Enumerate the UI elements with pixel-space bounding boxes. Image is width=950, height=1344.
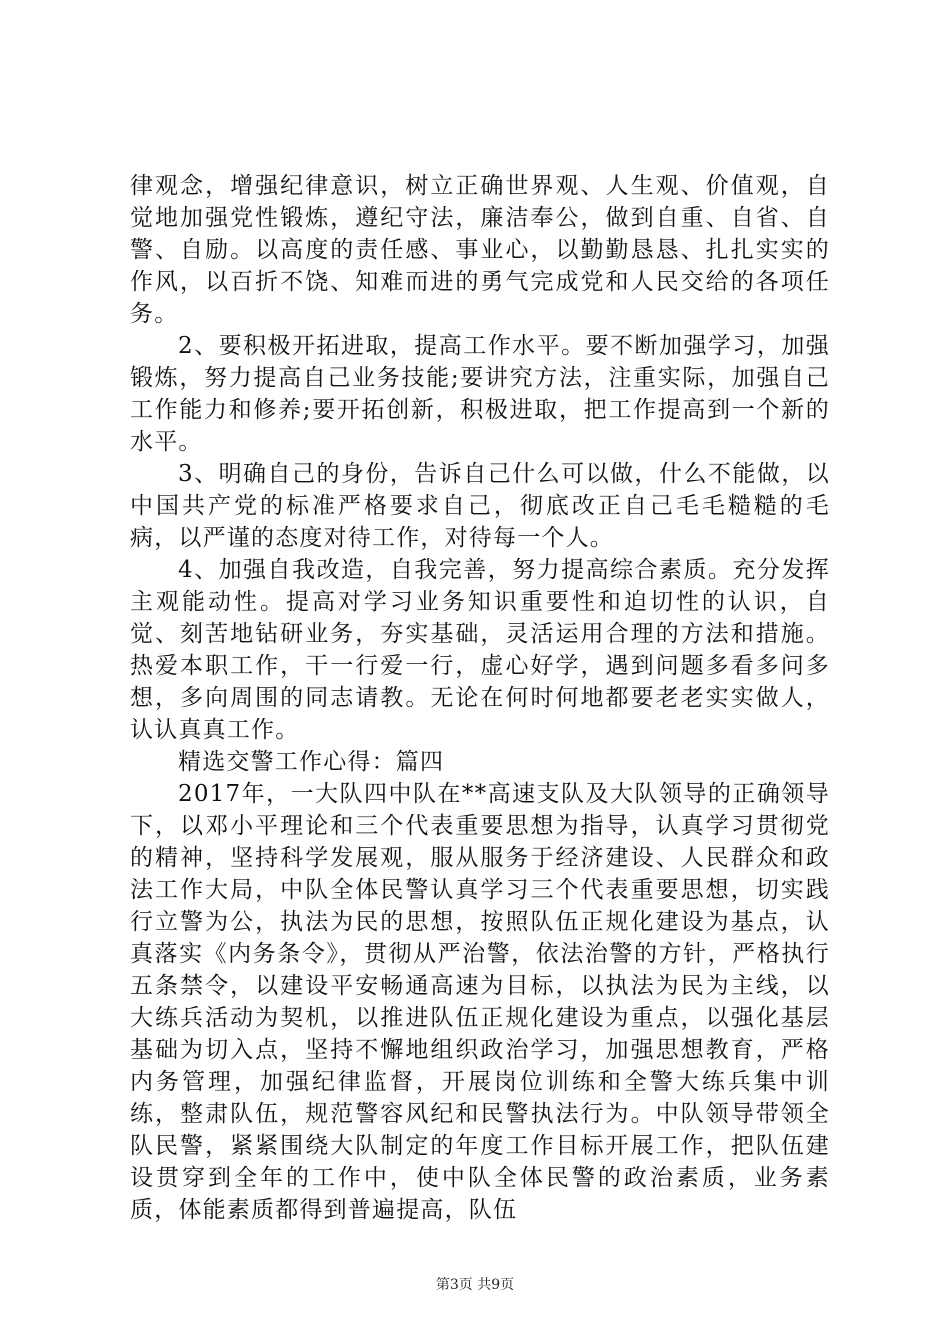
paragraph: 2017年，一大队四中队在**高速支队及大队领导的正确领导下，以邓小平理论和三个代表重要思想为指导，认真学习贯彻党的精神，坚持科学发展观，服从服务于经济建设、人民群众和政法工作大局，中队全体民警认真学习三个代表重要思想，切实践行立警为公，执法为民的思想，按照队伍正规化建设为基点，认真落实《内务条令》，贯彻从严治警，依法治警的方针，严格执行五条禁令，以建设平安畅通高速为目标，以执法为民为主线，以大练兵活动为契机，以推进队伍正规化建设为重点，以强化基层基础为切入点，坚持不懈地组织政治学习，加强思想教育，严格内务管理，加强纪律监督，开展岗位训练和全警大练兵集中训练，整肃队伍，规范警容风纪和民警执法行为。中队领导带领全队民警，紧紧围绕大队制定的年度工作目标开展工作，把队伍建设贯穿到全年的工作中，使中队全体民警的政治素质，业务素质，体能素质都得到普遍提高，队伍 [130, 781, 830, 1223]
paragraph: 律观念，增强纪律意识，树立正确世界观、人生观、价值观，自觉地加强党性锻炼，遵纪守法，廉洁奉公，做到自重、自省、自警、自励。以高度的责任感、事业心，以勤勤恳恳、扎扎实实的作风，以百折不饶、知难而进的勇气完成党和人民交给的各项任务。 [130, 173, 830, 327]
paragraph: 2、要积极开拓进取，提高工作水平。要不断加强学习，加强锻炼，努力提高自己业务技能;要讲究方法，注重实际，加强自己工作能力和修养;要开拓创新，积极进取，把工作提高到一个新的水平。 [130, 333, 830, 455]
paragraph: 4、加强自我改造，自我完善，努力提高综合素质。充分发挥主观能动性。提高对学习业务知识重要性和迫切性的认识，自觉、刻苦地钻研业务，夯实基础，灵活运用合理的方法和措施。热爱本职工作，干一行爱一行，虚心好学，遇到问题多看多问多想，多向周围的同志请教。无论在何时何地都要老老实实做人，认认真真工作。 [130, 557, 830, 743]
paragraph: 3、明确自己的身份，告诉自己什么可以做，什么不能做，以中国共产党的标准严格要求自己，彻底改正自己毛毛糙糙的毛病，以严谨的态度对待工作，对待每一个人。 [130, 461, 830, 551]
section-heading: 精选交警工作心得：篇四 [178, 749, 445, 775]
page-footer: 第3页 共9页 [435, 1277, 515, 1293]
document-body [130, 170, 830, 1226]
